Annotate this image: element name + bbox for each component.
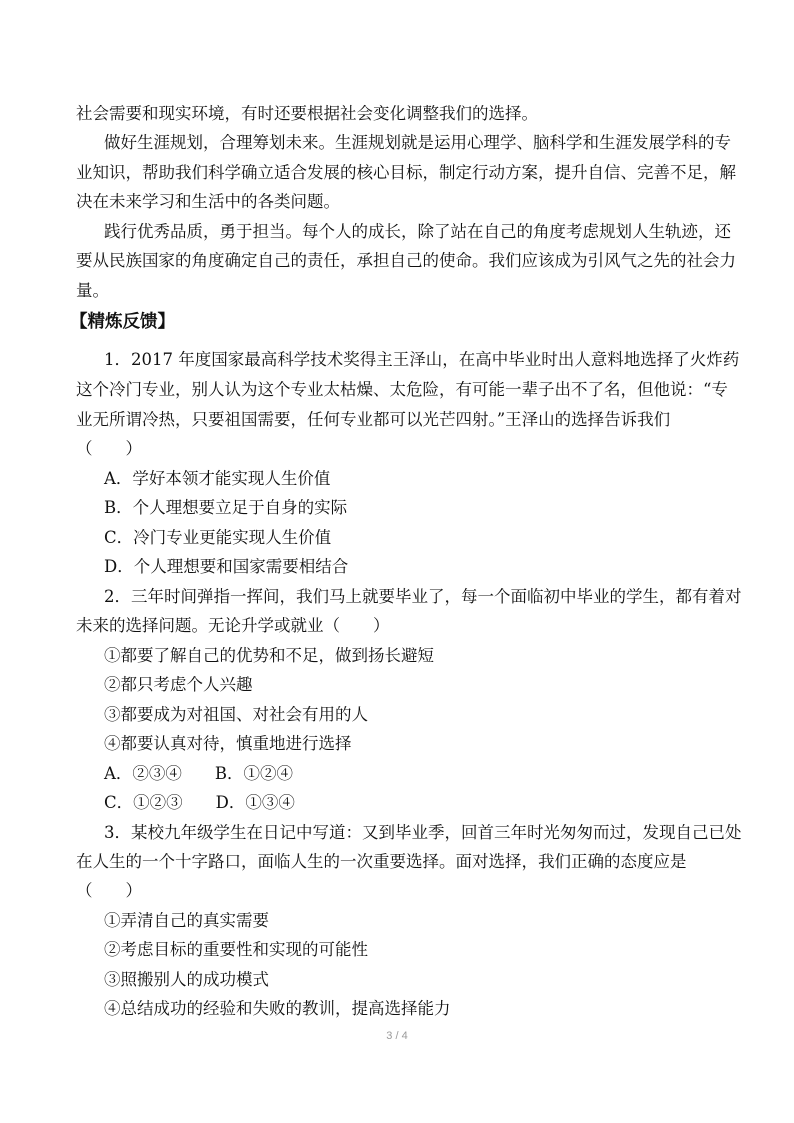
question-1-option-c: C．冷门专业更能实现人生价值 xyxy=(104,528,332,547)
question-3-statement: ②考虑目标的重要性和实现的可能性 xyxy=(104,940,368,959)
intro-line: 决在未来学习和生活中的各类问题。 xyxy=(76,192,340,211)
question-3-answer-blank: （ ） xyxy=(76,881,142,900)
question-2-options-ab: A．②③④ B．①②④ xyxy=(104,764,294,783)
question-2-stem: 2．三年时间弹指一挥间，我们马上就要毕业了，每一个面临初中毕业的学生，都有着对 xyxy=(104,587,742,606)
question-3-stem: 3．某校九年级学生在日记中写道：又到毕业季，回首三年时光匆匆而过，发现自己已处 xyxy=(104,823,742,842)
intro-line: 社会需要和现实环境，有时还要根据社会变化调整我们的选择。 xyxy=(76,104,538,123)
question-3-statement: ④总结成功的经验和失败的教训，提高选择能力 xyxy=(104,999,451,1018)
question-1-option-d: D．个人理想要和国家需要相结合 xyxy=(104,557,349,576)
question-1-stem: 1．2017 年度国家最高科学技术奖得主王泽山，在高中毕业时出人意料地选择了火炸药 xyxy=(104,350,740,369)
question-1-answer-blank: （ ） xyxy=(76,439,142,458)
intro-line: 要从民族国家的角度确定自己的责任，承担自己的使命。我们应该成为引风气之先的社会力 xyxy=(76,251,736,270)
question-1-option-b: B．个人理想要立足于自身的实际 xyxy=(104,498,348,517)
page-number: 3 / 4 xyxy=(386,1030,408,1042)
intro-line: 践行优秀品质，勇于担当。每个人的成长，除了站在自己的角度考虑规划人生轨迹，还 xyxy=(104,222,731,241)
question-2-statement: ③都要成为对祖国、对社会有用的人 xyxy=(104,705,368,724)
question-2-options-cd: C．①②③ D．①③④ xyxy=(104,793,295,812)
question-2-statement: ②都只考虑个人兴趣 xyxy=(104,675,253,694)
question-2-statement: ④都要认真对待，慎重地进行选择 xyxy=(104,734,352,753)
question-2-stem: 未来的选择问题。无论升学或就业（ ） xyxy=(76,616,390,635)
intro-line: 业知识，帮助我们科学确立适合发展的核心目标，制定行动方案，提升自信、完善不足，解 xyxy=(76,163,736,182)
intro-line: 量。 xyxy=(76,281,109,300)
question-1-option-a: A．学好本领才能实现人生价值 xyxy=(104,469,331,488)
intro-line: 做好生涯规划，合理筹划未来。生涯规划就是运用心理学、脑科学和生涯发展学科的专 xyxy=(104,133,731,152)
question-1-stem: 这个冷门专业，别人认为这个专业太枯燥、太危险，有可能一辈子出不了名，但他说：“专 xyxy=(76,380,728,399)
question-1-stem: 业无所谓冷热，只要祖国需要，任何专业都可以光芒四射。”王泽山的选择告诉我们 xyxy=(76,410,671,429)
question-3-stem: 在人生的一个十字路口，面临人生的一次重要选择。面对选择，我们正确的态度应是 xyxy=(76,852,687,871)
question-2-statement: ①都要了解自己的优势和不足，做到扬长避短 xyxy=(104,646,434,665)
question-3-statement: ①弄清自己的真实需要 xyxy=(104,911,269,930)
question-3-statement: ③照搬别人的成功模式 xyxy=(104,970,269,989)
section-heading: 【精炼反馈】 xyxy=(70,312,175,332)
